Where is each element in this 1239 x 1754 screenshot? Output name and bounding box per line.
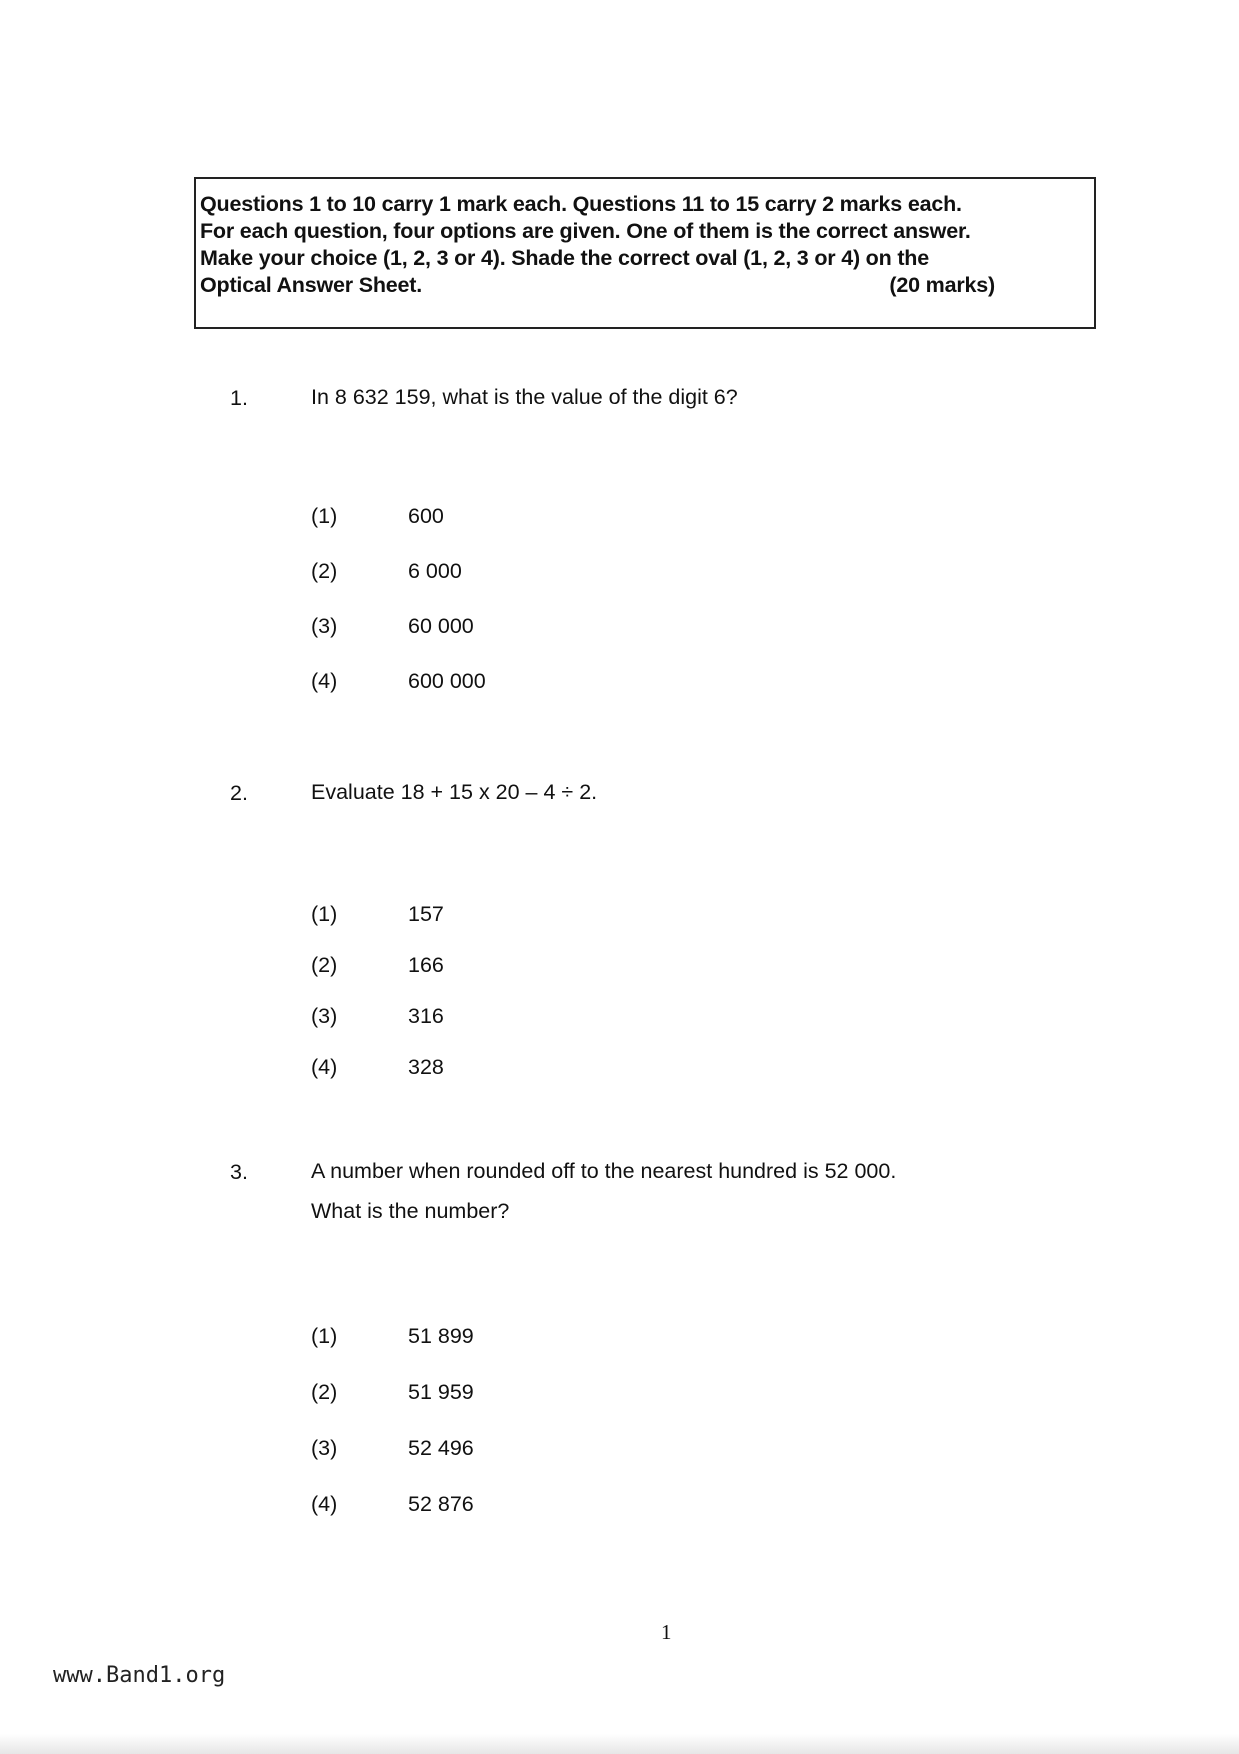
question-number: 3. <box>230 1160 248 1184</box>
option-label: (2) <box>311 953 338 977</box>
question-text-line-1: A number when rounded off to the nearest hundred is 52 000. <box>311 1159 897 1183</box>
question-text: Evaluate 18 + 15 x 20 – 4 ÷ 2. <box>311 780 598 804</box>
option-label: (4) <box>311 1055 338 1079</box>
option-label: (1) <box>311 902 338 926</box>
option-label: (3) <box>311 1436 338 1460</box>
option-value: 600 <box>408 504 444 528</box>
instructions-line-4 <box>200 272 1090 299</box>
option-label: (3) <box>311 614 338 638</box>
option-value: 51 899 <box>408 1324 474 1348</box>
question-text <box>311 1151 896 1231</box>
option-value: 52 876 <box>408 1492 474 1516</box>
scan-edge-shadow <box>0 1734 1239 1754</box>
instructions-line-2: For each question, four options are given. One of them is the correct answer. <box>200 219 971 243</box>
option-value: 328 <box>408 1055 444 1079</box>
instructions-box <box>194 177 1096 329</box>
question-number: 1. <box>230 386 248 410</box>
watermark-url: www.Band1.org <box>53 1663 226 1688</box>
instructions-total-marks: (20 marks) <box>889 273 995 297</box>
option-value: 316 <box>408 1004 444 1028</box>
instructions-answer-sheet-text: Optical Answer Sheet. <box>200 273 423 297</box>
option-label: (4) <box>311 669 338 693</box>
option-value: 51 959 <box>408 1380 474 1404</box>
question-text-line-2: What is the number? <box>311 1199 510 1223</box>
option-value: 60 000 <box>408 614 474 638</box>
option-value: 52 496 <box>408 1436 474 1460</box>
instructions-line-3: Make your choice (1, 2, 3 or 4). Shade the correct oval (1, 2, 3 or 4) on the <box>200 246 929 270</box>
option-value: 157 <box>408 902 444 926</box>
option-label: (2) <box>311 1380 338 1404</box>
option-label: (2) <box>311 559 338 583</box>
question-text: In 8 632 159, what is the value of the digit 6? <box>311 385 738 409</box>
option-label: (1) <box>311 504 338 528</box>
option-value: 166 <box>408 953 444 977</box>
instructions-line-1: Questions 1 to 10 carry 1 mark each. Questions 11 to 15 carry 2 marks each. <box>200 192 962 216</box>
page-number: 1 <box>661 1620 672 1644</box>
option-value: 600 000 <box>408 669 486 693</box>
option-label: (3) <box>311 1004 338 1028</box>
option-value: 6 000 <box>408 559 462 583</box>
question-number: 2. <box>230 781 248 805</box>
option-label: (1) <box>311 1324 338 1348</box>
option-label: (4) <box>311 1492 338 1516</box>
